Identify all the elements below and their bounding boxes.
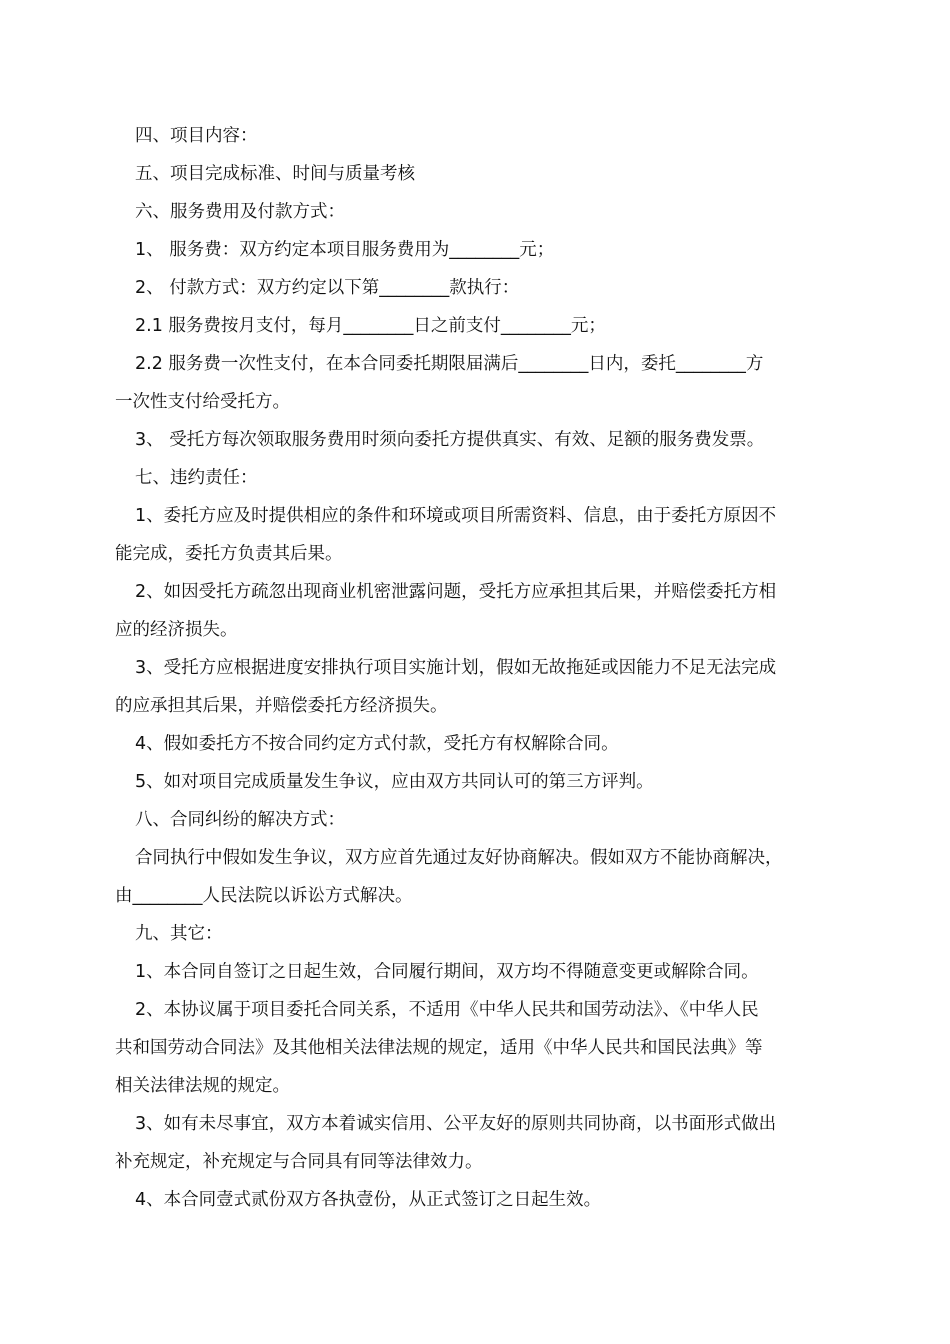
clause-7-2-line-1: 2、如因受托方疏忽出现商业机密泄露问题，受托方应承担其后果，并赔偿委托方相	[135, 582, 777, 602]
clause-6-2-1: 2.1 服务费按月支付，每月________日之前支付________元；	[135, 316, 606, 336]
clause-7-2-line-2: 应的经济损失。	[115, 620, 238, 640]
section-heading-7: 七、违约责任：	[135, 468, 258, 488]
clause-8-line-2: 由________人民法院以诉讼方式解决。	[115, 886, 413, 906]
section-heading-5: 五、项目完成标准、时间与质量考核	[135, 164, 415, 184]
clause-9-2-line-2: 共和国劳动合同法》及其他相关法律法规的规定，适用《中华人民共和国民法典》等	[115, 1038, 763, 1058]
clause-9-1: 1、本合同自签订之日起生效，合同履行期间，双方均不得随意变更或解除合同。	[135, 962, 759, 982]
clause-6-2-2-line-2: 一次性支付给受托方。	[115, 392, 290, 412]
section-heading-8: 八、合同纠纷的解决方式：	[135, 810, 345, 830]
section-heading-9: 九、其它：	[135, 924, 223, 944]
clause-7-3-line-2: 的应承担其后果，并赔偿委托方经济损失。	[115, 696, 448, 716]
clause-7-1-line-1: 1、委托方应及时提供相应的条件和环境或项目所需资料、信息，由于委托方原因不	[135, 506, 777, 526]
clause-6-2: 2、 付款方式：双方约定以下第________款执行：	[135, 278, 520, 298]
section-heading-4: 四、项目内容：	[135, 126, 258, 146]
clause-9-4: 4、本合同壹式贰份双方各执壹份，从正式签订之日起生效。	[135, 1190, 602, 1210]
clause-9-3-line-1: 3、如有未尽事宜，双方本着诚实信用、公平友好的原则共同协商，以书面形式做出	[135, 1114, 777, 1134]
clause-9-2-line-1: 2、本协议属于项目委托合同关系，不适用《中华人民共和国劳动法》、《中华人民	[135, 1000, 759, 1020]
clause-9-2-line-3: 相关法律法规的规定。	[115, 1076, 290, 1096]
clause-6-2-2-line-1: 2.2 服务费一次性支付，在本合同委托期限届满后________日内，委托________方	[135, 354, 764, 374]
clause-7-3-line-1: 3、受托方应根据进度安排执行项目实施计划，假如无故拖延或因能力不足无法完成	[135, 658, 777, 678]
clause-6-3: 3、 受托方每次领取服务费用时须向委托方提供真实、有效、足额的服务费发票。	[135, 430, 765, 450]
clause-7-5: 5、如对项目完成质量发生争议，应由双方共同认可的第三方评判。	[135, 772, 654, 792]
clause-9-3-line-2: 补充规定，补充规定与合同具有同等法律效力。	[115, 1152, 483, 1172]
clause-6-1: 1、 服务费：双方约定本项目服务费用为________元；	[135, 240, 555, 260]
clause-7-4: 4、假如委托方不按合同约定方式付款，受托方有权解除合同。	[135, 734, 619, 754]
clause-8-line-1: 合同执行中假如发生争议，双方应首先通过友好协商解决。假如双方不能协商解决，	[135, 848, 783, 868]
document-body	[115, 117, 840, 1219]
clause-7-1-line-2: 能完成，委托方负责其后果。	[115, 544, 343, 564]
section-heading-6: 六、服务费用及付款方式：	[135, 202, 345, 222]
